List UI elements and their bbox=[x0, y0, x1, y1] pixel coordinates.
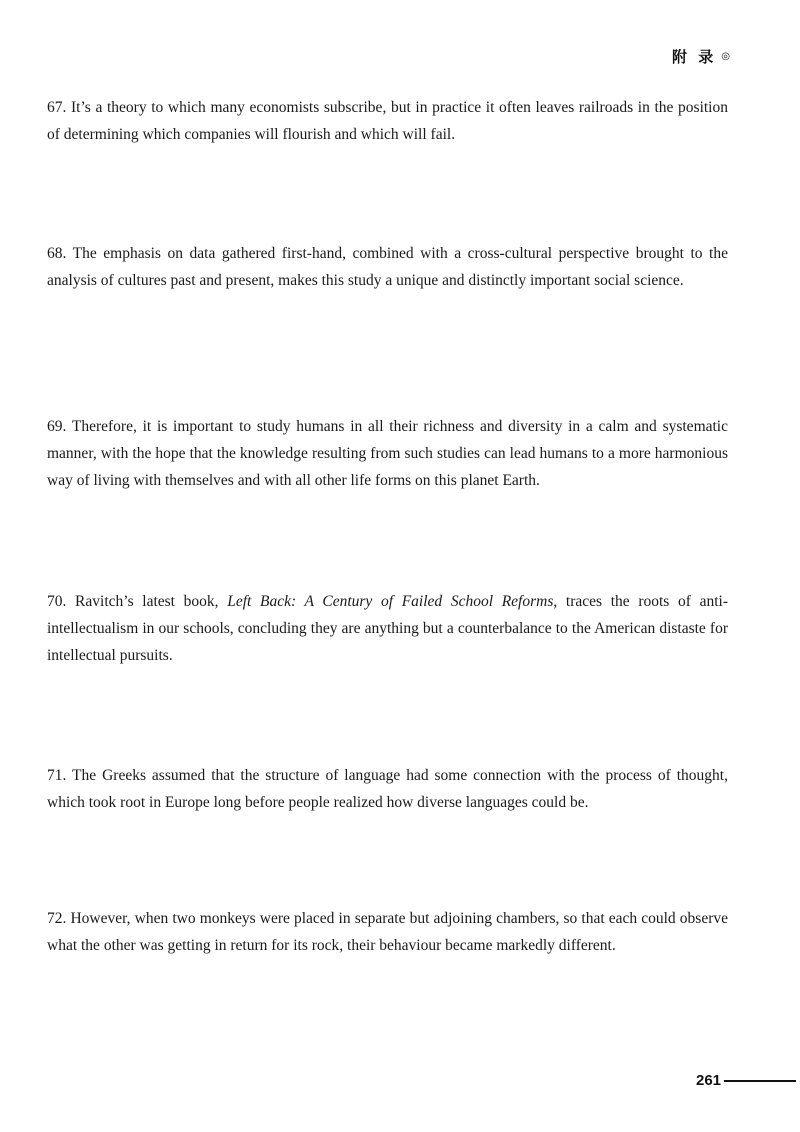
paragraph-text-before: Ravitch’s latest book, bbox=[75, 593, 219, 610]
paragraph-number: 69. bbox=[47, 418, 67, 435]
book-title: Left Back: A Century of Failed School Reforms bbox=[227, 593, 554, 610]
page-number: 261 bbox=[696, 1072, 722, 1089]
page-footer bbox=[696, 1072, 796, 1089]
paragraph-text: However, when two monkeys were placed in separate but adjoining chambers, so that each could observe what the other was getting in return for its rock, their behaviour became markedly different. bbox=[47, 910, 728, 954]
paragraph-number: 70. bbox=[47, 593, 67, 610]
answer-paragraph-69 bbox=[47, 413, 728, 494]
running-head-title: 附 录 bbox=[672, 48, 717, 66]
running-head bbox=[672, 46, 730, 67]
paragraph-number: 68. bbox=[47, 245, 67, 262]
paragraph-text: The Greeks assumed that the structure of language had some connection with the process of thought, which took root in Europe long before people realized how diverse languages could be. bbox=[47, 767, 728, 811]
answer-paragraph-71 bbox=[47, 762, 728, 816]
footer-rule bbox=[724, 1080, 796, 1082]
answer-paragraph-72 bbox=[47, 905, 728, 959]
answer-paragraph-67 bbox=[47, 94, 728, 148]
paragraph-text: It’s a theory to which many economists subscribe, but in practice it often leaves railroads in the position of determining which companies will flourish and which will fail. bbox=[47, 99, 728, 143]
answer-paragraph-68 bbox=[47, 240, 728, 294]
paragraph-number: 71. bbox=[47, 767, 67, 784]
paragraph-text: The emphasis on data gathered first-hand, combined with a cross-cultural perspective brought to the analysis of cultures past and present, makes this study a unique and distinctly important social science. bbox=[47, 245, 728, 289]
answer-paragraph-70 bbox=[47, 588, 728, 669]
paragraph-number: 72. bbox=[47, 910, 67, 927]
paragraph-text-after: , traces the roots of anti-intellectualism in our schools, concluding they are anything but a counterbalance to the American distaste for intellectual pursuits. bbox=[47, 593, 728, 664]
circle-mark-icon: ◎ bbox=[721, 51, 730, 62]
paragraph-text: Therefore, it is important to study humans in all their richness and diversity in a calm and systematic manner, with the hope that the knowledge resulting from such studies can lead humans to a more harmonious way of living with themselves and with all other life forms on this planet Earth. bbox=[47, 418, 728, 489]
paragraph-number: 67. bbox=[47, 99, 67, 116]
